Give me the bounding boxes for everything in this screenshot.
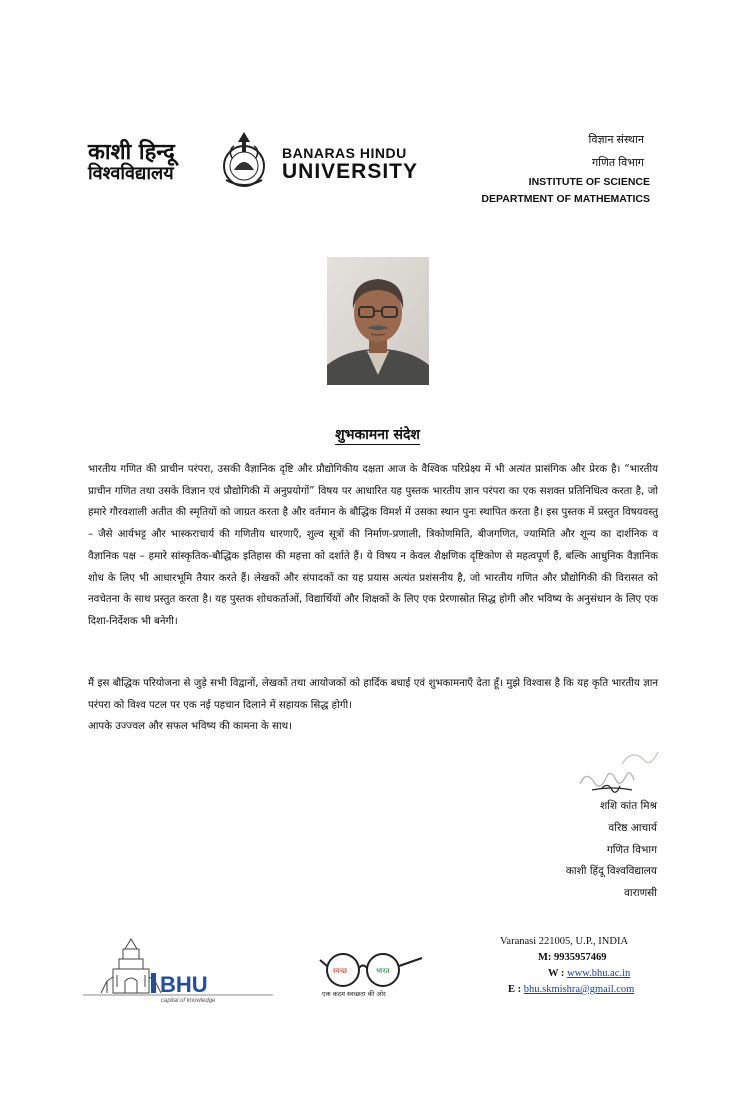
university-name-english <box>282 145 418 183</box>
message-title <box>0 425 755 444</box>
university-name-hindi-line1: काशी हिन्दू <box>88 139 175 165</box>
website-link[interactable]: www.bhu.ac.in <box>567 968 631 979</box>
email-link[interactable]: bhu.skmishra@gmail.com <box>523 984 635 995</box>
department-hindi: गणित विभाग <box>591 157 644 169</box>
institute-hindi: विज्ञान संस्थान <box>588 134 644 146</box>
address: Varanasi 221005, U.P., INDIA <box>500 936 629 947</box>
contact-details <box>500 934 660 998</box>
message-paragraph-1: भारतीय गणित की प्राचीन परंपरा, उसकी वैज्ञानिक दृष्टि और प्रौद्योगिकीय दक्षता आज के वैश्विक परिप्रेक्ष्य में भी अत्यंत प्रासंगिक और प्रेरक है। “भारतीय प्राचीन गणित तथा उसके विज्ञान एवं प्रौद्योगिकी में अनुप्रयोगों” विषय पर आधारित यह पुस्तक भारतीय ज्ञान परंपरा का एक सशक्त प्रतिनिधित्व करता है, जो हमारे गौरवशाली अतीत की स्मृतियों को जाग्रत करता है और वर्तमान के बौद्धिक विमर्श में उसका स्थान पुनः स्थापित करता है। इस पुस्तक में प्रस्तुत विषयवस्तु – जैसे आर्यभट्ट और भास्कराचार्य की गणितीय धारणाएँ, शुल्व सूत्रों की निर्माण-प्रणाली, त्रिकोणमिति, बीजगणित, ज्यामिति और शून्य का दार्शनिक व वैज्ञानिक पक्ष – हमारे सांस्कृतिक-बौद्धिक इतिहास की महत्ता को दर्शाते हैं। ये विषय न केवल शैक्षणिक दृष्टिकोण से महत्वपूर्ण हैं, बल्कि आधुनिक वैज्ञानिक शोध के लिए भी आधारभूमि तैयार करते हैं। लेखकों और संपादकों का यह प्रयास अत्यंत प्रशंसनीय है, जो भारतीय गणित और प्रौद्योगिकी की विरासत को नवचेतना के साथ प्रस्तुत करता है। यह पुस्तक शोधकर्ताओं, विद्यार्थियों और शिक्षकों के लिए एक प्रेरणास्रोत सिद्ध होगी और भविष्य के अनुसंधान के लिए एक दिशा-निर्देशक भी बनेगी। <box>88 464 658 627</box>
email-line <box>508 982 660 998</box>
website-line <box>548 966 660 982</box>
signatory-university: काशी हिंदू विश्वविद्यालय <box>565 865 657 878</box>
university-name-english-line1: BANARAS HINDU <box>282 145 407 161</box>
bhu-logo-text: BHU <box>160 972 208 997</box>
department-header <box>481 128 650 207</box>
university-crest-icon <box>212 128 276 192</box>
bharat-word: भारत <box>376 967 390 975</box>
portrait-photo <box>327 257 429 385</box>
university-name-english-line2: UNIVERSITY <box>282 160 419 183</box>
signatory-city: वाराणसी <box>624 887 657 900</box>
university-name-hindi <box>88 140 210 184</box>
signatory-block <box>566 796 657 905</box>
mobile-number: M: 9935957469 <box>538 952 607 963</box>
swachh-bharat-logo <box>318 948 428 1000</box>
signatory-department: गणित विभाग <box>606 843 657 856</box>
message-paragraph-2-block <box>88 673 658 738</box>
signatory-name: शशि कांत मिश्र <box>600 800 657 812</box>
swachh-word: स्वच्छ <box>333 967 348 975</box>
department-english: DEPARTMENT OF MATHEMATICS <box>481 193 650 205</box>
email-label: E : <box>508 984 524 995</box>
signatory-designation: वरिष्ठ आचार्य <box>608 821 657 834</box>
closing-line: आपके उज्ज्वल और सफल भविष्य की कामना के साथ। <box>88 721 292 733</box>
message-title-text: शुभकामना संदेश <box>335 427 420 443</box>
swachh-tagline: एक कदम स्वच्छता की ओर <box>322 990 386 998</box>
institute-english: INSTITUTE OF SCIENCE <box>528 176 650 188</box>
handwritten-signature <box>572 740 667 800</box>
website-label: W : <box>548 968 568 979</box>
bhu-tagline: capital of knowledge <box>161 998 216 1003</box>
university-name-hindi-line2: विश्वविद्यालय <box>88 163 174 184</box>
bhu-logo <box>83 935 273 1003</box>
message-paragraph-2: मैं इस बौद्धिक परियोजना से जुड़े सभी विद्वानों, लेखकों तथा आयोजकों को हार्दिक बधाई एवं शुभकामनाएँ देता हूँ। मुझे विश्वास है कि यह कृति भारतीय ज्ञान परंपरा को विश्व पटल पर एक नई पहचान दिलाने में सहायक सिद्ध होगी। <box>88 678 658 711</box>
